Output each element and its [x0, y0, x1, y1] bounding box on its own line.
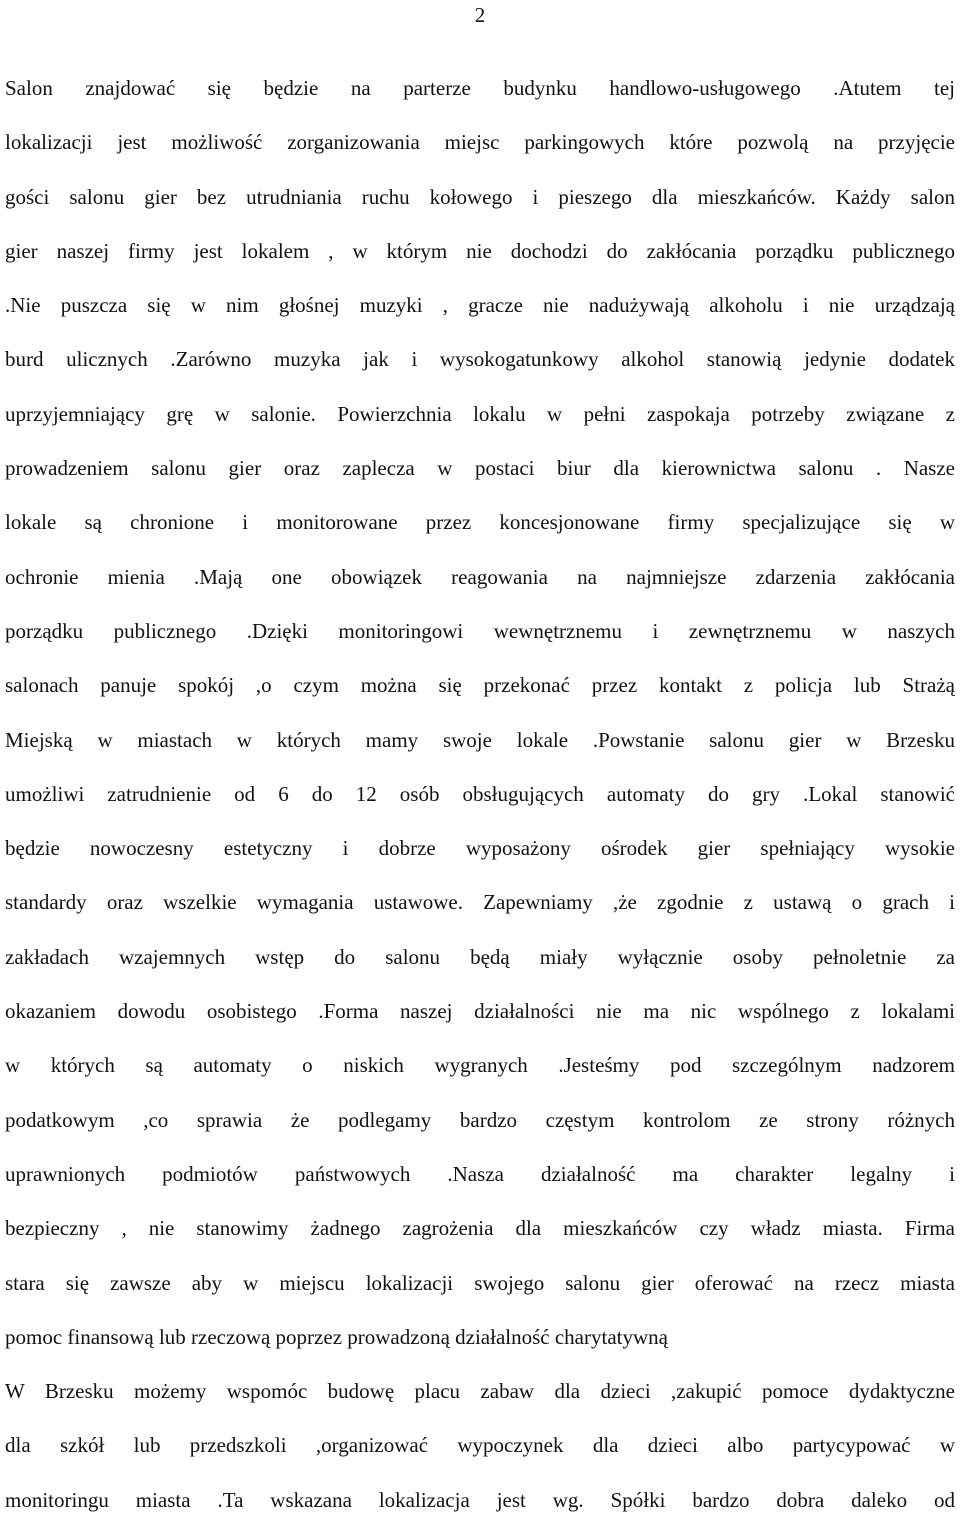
- text-line: w których są automaty o niskich wygranych .Jesteśmy pod szczególnym nadzorem: [5, 1053, 955, 1078]
- page-number: 2: [474, 3, 486, 27]
- text-line: bezpieczny , nie stanowimy żadnego zagrożenia dla mieszkańców czy władz miasta. Firma: [5, 1216, 955, 1241]
- text-line: monitoringu miasta .Ta wskazana lokalizacja jest wg. Spółki bardzo dobra daleko od: [5, 1487, 955, 1512]
- body-text: [5, 61, 955, 1527]
- text-line: prowadzeniem salonu gier oraz zaplecza w postaci biur dla kierownictwa salonu . Nasze: [5, 456, 955, 481]
- text-line: salonach panuje spokój ,o czym można się przekonać przez kontakt z policja lub Strażą: [5, 673, 955, 698]
- text-line: umożliwi zatrudnienie od 6 do 12 osób obsługujących automaty do gry .Lokal stanowić: [5, 781, 955, 806]
- text-line: zakładach wzajemnych wstęp do salonu będą miały wyłącznie osoby pełnoletnie za: [5, 944, 955, 969]
- text-line: Miejską w miastach w których mamy swoje lokale .Powstanie salonu gier w Brzesku: [5, 727, 955, 752]
- text-line: .Nie puszcza się w nim głośnej muzyki , gracze nie nadużywają alkoholu i nie urządzają: [5, 293, 955, 318]
- text-line: okazaniem dowodu osobistego .Forma naszej działalności nie ma nic wspólnego z lokalami: [5, 999, 955, 1024]
- text-line: pomoc finansową lub rzeczową poprzez prowadzoną działalność charytatywną: [5, 1324, 668, 1349]
- text-line: porządku publicznego .Dzięki monitoringowi wewnętrznemu i zewnętrznemu w naszych: [5, 618, 955, 643]
- text-line: uprawnionych podmiotów państwowych .Nasza działalność ma charakter legalny i: [5, 1161, 955, 1186]
- text-line: będzie nowoczesny estetyczny i dobrze wyposażony ośrodek gier spełniający wysokie: [5, 836, 955, 861]
- text-line: podatkowym ,co sprawia że podlegamy bardzo częstym kontrolom ze strony różnych: [5, 1107, 955, 1132]
- text-line: burd ulicznych .Zarówno muzyka jak i wysokogatunkowy alkohol stanowią jedynie dodatek: [5, 347, 955, 372]
- text-line: uprzyjemniający grę w salonie. Powierzchnia lokalu w pełni zaspokaja potrzeby związane z: [5, 401, 955, 426]
- text-line: lokale są chronione i monitorowane przez koncesjonowane firmy specjalizujące się w: [5, 510, 955, 535]
- text-line: W Brzesku możemy wspomóc budowę placu zabaw dla dzieci ,zakupić pomoce dydaktyczne: [5, 1379, 955, 1404]
- text-line: gier naszej firmy jest lokalem , w którym nie dochodzi do zakłócania porządku publicznego: [5, 238, 955, 263]
- text-line: ochronie mienia .Mają one obowiązek reagowania na najmniejsze zdarzenia zakłócania: [5, 564, 955, 589]
- text-line: dla szkół lub przedszkoli ,organizować wypoczynek dla dzieci albo partycypować w: [5, 1433, 955, 1458]
- text-line: stara się zawsze aby w miejscu lokalizacji swojego salonu gier oferować na rzecz miasta: [5, 1270, 955, 1295]
- text-line: lokalizacji jest możliwość zorganizowania miejsc parkingowych które pozwolą na przyjęcie: [5, 130, 955, 155]
- text-line: standardy oraz wszelkie wymagania ustawowe. Zapewniamy ,że zgodnie z ustawą o grach i: [5, 890, 955, 915]
- text-line: Salon znajdować się będzie na parterze budynku handlowo-usługowego .Atutem tej: [5, 76, 955, 100]
- text-line: gości salonu gier bez utrudniania ruchu kołowego i pieszego dla mieszkańców. Każdy salon: [5, 184, 955, 209]
